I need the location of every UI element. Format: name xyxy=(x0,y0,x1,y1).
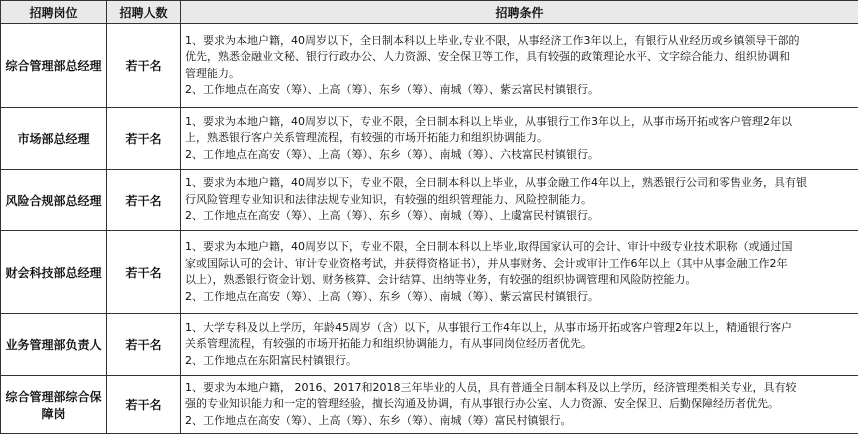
location-line: 2、工作地点在高安（筹）、上高（筹）、东乡（筹）、南城（筹）、上虞富民村镇银行。 xyxy=(185,209,599,223)
header-position: 招聘岗位 xyxy=(1,1,107,24)
conditions-cell xyxy=(181,24,858,108)
requirement-line: 1、要求为本地户籍，40周岁以下，专业不限，全日制本科以上毕业，从事银行工作3年以上，从事市场开拓或客户管理2年以 xyxy=(185,114,792,128)
table-row xyxy=(1,231,858,314)
requirement-line: 管理能力。 xyxy=(185,66,240,80)
position-line: 障岗 xyxy=(41,406,66,421)
position-cell: 财会科技部总经理 xyxy=(1,231,107,314)
count-cell: 若干名 xyxy=(107,170,181,231)
requirement-line: 以上），熟悉银行资金计划、财务核算、会计结算、出纳等业务，有较强的组织协调管理和风险防控能力。 xyxy=(185,273,697,286)
requirement-line: 优先，熟悉金融业文秘、银行行政办公、人力资源、安全保卫等工作，具有较强的政策理论水平、文字综合能力、组织协调和 xyxy=(185,50,790,63)
table-row xyxy=(1,108,858,170)
conditions-cell xyxy=(181,108,858,170)
count-cell: 若干名 xyxy=(107,314,181,376)
requirement-line: 关系管理流程，有较强的市场开拓能力和组织协调能力，有从事同岗位经历者优先。 xyxy=(185,337,592,351)
conditions-cell xyxy=(181,231,858,314)
count-cell: 若干名 xyxy=(107,231,181,314)
requirement-line: 1、大学专科及以上学历，年龄45周岁（含）以下，从事银行工作4年以上，从事市场开拓或客户管理2年以上，精通银行客户 xyxy=(185,320,792,334)
position-cell: 业务管理部负责人 xyxy=(1,314,107,376)
location-line: 2、工作地点在高安（筹）、上高（筹）、东乡（筹）、南城（筹）、紫云富民村镇银行。 xyxy=(185,83,599,96)
requirement-line: 行风险管理专业知识和法律法规专业知识，有较强的组织管理能力、风险控制能力。 xyxy=(185,192,592,206)
requirement-line: 强的专业知识能力和一定的管理经验，擅长沟通及协调，有从事银行办公室、人力资源、安全保卫、后勤保障经历者优先。 xyxy=(185,397,779,411)
position-cell: 市场部总经理 xyxy=(1,108,107,170)
requirement-line: 1、要求为本地户籍，40周岁以下，专业不限，全日制本科以上毕业,取得国家认可的会计、审计中级专业技术职称（或通过国 xyxy=(185,240,793,253)
requirement-line: 家或国际认可的会计、审计专业资格考试，并获得资格证书），并从事财务、会计或审计工作6年以上（其中从事金融工作2年 xyxy=(185,256,788,270)
count-cell: 若干名 xyxy=(107,376,181,434)
table-row xyxy=(1,314,858,376)
location-line: 2、工作地点在高安（筹）、上高（筹）、东乡（筹）、南城（筹）、紫云富民村镇银行。 xyxy=(185,289,599,303)
requirement-line: 1、要求为本地户籍，40周岁以下，专业不限，全日制本科以上毕业，从事金融工作4年以上，熟悉银行公司和零售业务，具有银 xyxy=(185,176,807,190)
location-line: 2、工作地点在高安（筹）、上高（筹）、东乡（筹）、南城（筹）、六枝富民村镇银行。 xyxy=(185,147,599,161)
position-cell: 综合管理部总经理 xyxy=(1,24,107,108)
requirement-line: 上，熟悉银行客户关系管理流程，有较强的市场开拓能力和组织协调能力。 xyxy=(185,131,548,145)
count-cell: 若干名 xyxy=(107,108,181,170)
requirement-line: 1、要求为本地户籍， 2016、2017和2018三年毕业的人员，具有普通全日制本科及以上学历，经济管理类相关专业，具有较 xyxy=(185,380,797,394)
header-count: 招聘人数 xyxy=(107,1,181,24)
position-line: 综合管理部综合保 xyxy=(5,389,102,404)
conditions-cell xyxy=(181,170,858,231)
location-line: 2、工作地点在高安（筹）、上高（筹）、东乡（筹）、南城（筹）富民村镇银行。 xyxy=(185,413,572,427)
requirement-line: 1、要求为本地户籍，40周岁以下，全日制本科以上毕业,专业不限，从事经济工作3年以上，有银行从业经历或乡镇领导干部的 xyxy=(185,33,800,47)
count-cell: 若干名 xyxy=(107,24,181,108)
table-row xyxy=(1,170,858,231)
table-row xyxy=(1,24,858,108)
conditions-cell xyxy=(181,376,858,434)
location-line: 2、工作地点在东阳富民村镇银行。 xyxy=(185,353,357,367)
conditions-cell xyxy=(181,314,858,376)
header-row xyxy=(1,1,858,24)
header-conditions: 招聘条件 xyxy=(181,1,858,24)
position-cell xyxy=(1,376,107,434)
table-row xyxy=(1,376,858,434)
position-cell: 风险合规部总经理 xyxy=(1,170,107,231)
